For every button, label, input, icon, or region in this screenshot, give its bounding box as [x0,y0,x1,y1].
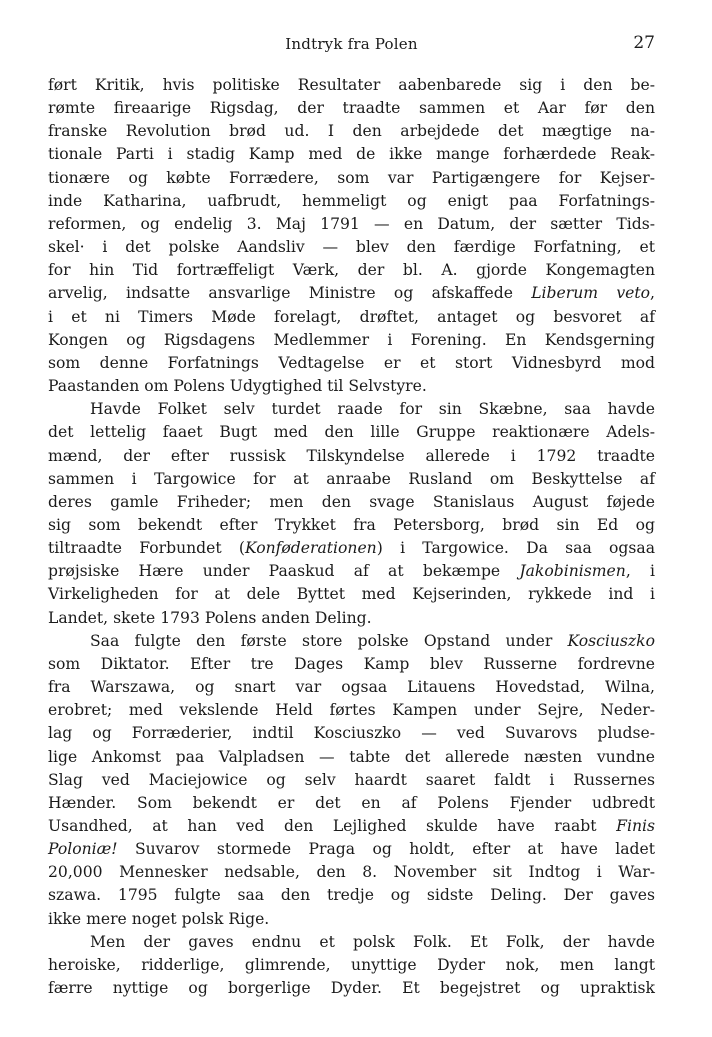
text-line [48,190,655,213]
text-segment: sammen i Targowice for at anraabe Rusland om Beskyttelse af [48,469,655,488]
text-segment: ikke mere noget polsk Rige. [48,909,270,928]
text-line [48,583,655,606]
text-segment: tiltraadte Forbundet ( [48,539,245,558]
text-segment: Havde Folket selv turdet raade for sin Skæbne, saa havde [90,400,655,419]
text-segment: prøjsiske Hære under Paaskud af at bekæmpe [48,562,520,581]
text-line [48,792,655,815]
text-line [48,421,655,444]
text-segment: reformen, og endelig 3. Maj 1791 — en Datum, der sætter Tids- [48,214,655,233]
text-line [48,445,655,468]
text-segment: deres gamle Friheder; men den svage Stanislaus August føjede [48,492,655,511]
text-line [48,514,655,537]
text-segment: lag og Forræderier, indtil Kosciuszko — ved Suvarovs pludse- [48,724,655,743]
text-segment: Hænder. Som bekendt er det en af Polens Fjender udbredt [48,793,655,812]
text-segment: lige Ankomst paa Valpladsen — tabte det allerede næsten vundne [48,747,655,766]
text-line [48,74,655,97]
text-segment: i et ni Timers Møde forelagt, drøftet, antaget og besvoret af [48,307,655,326]
text-line [48,954,655,977]
text-line [48,653,655,676]
text-line [48,977,655,1000]
text-segment: erobret; med vekslende Held førtes Kampen under Sejre, Neder- [48,701,655,720]
text-segment: Usandhed, at han ved den Lejlighed skulde have raabt [48,817,617,835]
text-line [48,375,655,398]
text-line [48,468,655,491]
text-line [48,167,655,190]
text-segment: sig som bekendt efter Trykket fra Petersborg, brød sin Ed og [48,515,655,534]
text-segment: arvelig, indsatte ansvarlige Ministre og afskaffede [48,284,532,303]
text-line [48,259,655,282]
text-line [48,861,655,884]
text-segment: , [650,284,655,303]
text-line [48,884,655,907]
italic-text: Kosciuszko [567,631,655,650]
text-segment: tionære og købte Forrædere, som var Partigængere for Kejser- [48,168,655,187]
text-line [48,282,655,305]
text-line [48,931,655,954]
text-line [48,97,655,120]
text-segment: szawa. 1795 fulgte saa den tredje og sidste Deling. Der gaves [48,886,655,905]
text-segment: fra Warszawa, og snart var ogsaa Litauens Hovedstad, Wilna, [48,678,655,697]
text-segment: færre nyttige og borgerlige Dyder. Et begejstret og upraktisk [48,979,655,998]
italic-text: Liberum veto [531,284,651,303]
text-segment: tionale Parti i stadig Kamp med de ikke mange forhærdede Reak- [48,145,655,164]
text-segment: det lettelig faaet Bugt med den lille Gruppe reaktionære Adels- [48,423,655,442]
text-segment: Landet, skete 1793 Polens anden Deling. [48,608,372,627]
text-segment: mænd, der efter russisk Tilskyndelse allerede i 1792 traadte [48,446,655,465]
text-line [48,908,655,931]
text-segment: skel· i det polske Aandsliv — blev den færdige Forfatning, et [48,238,655,257]
text-line [48,537,655,560]
text-segment: Saa fulgte den første store polske Opstand under [90,631,568,650]
page-number: 27 [633,33,655,53]
text-segment: inde Katharina, uafbrudt, hemmeligt og enigt paa Forfatnings- [48,191,655,210]
text-line [48,722,655,745]
text-segment: franske Revolution brød ud. I den arbejdede det mægtige na- [48,122,655,141]
text-segment: Kongen og Rigsdagens Medlemmer i Forening. En Kendsgerning [48,330,655,349]
text-segment: ) i Targowice. Da saa ogsaa [376,539,655,558]
text-segment: , i [625,562,655,581]
running-head [48,35,655,59]
text-segment: for hin Tid fortræffeligt Værk, der bl. A. gjorde Kongemagten [48,261,655,280]
text-line [48,398,655,421]
text-line [48,699,655,722]
text-segment: som denne Forfatnings Vedtagelse er et stort Vidnesbyrd mod [48,353,655,372]
italic-text: Jakobinismen [519,562,626,581]
italic-text: Poloniæ! [48,840,118,859]
text-line [48,815,655,838]
text-line [48,676,655,699]
text-segment: heroiske, ridderlige, glimrende, unyttige Dyder nok, men langt [48,955,655,974]
text-line [48,769,655,792]
text-segment: Men der gaves endnu et polsk Folk. Et Folk, der havde [90,932,655,951]
text-line [48,306,655,329]
italic-text: Konføderationen [244,539,377,558]
text-line [48,143,655,166]
text-segment: som Diktator. Efter tre Dages Kamp blev Russerne fordrevne [48,654,655,673]
text-segment: Suvarov stormede Praga og holdt, efter at have ladet [117,840,655,859]
text-segment: Paastanden om Polens Udygtighed til Selvstyre. [48,377,427,396]
text-segment: 20,000 Mennesker nedsable, den 8. November sit Indtog i War- [48,863,655,882]
text-line [48,236,655,259]
text-segment: rømte fireaarige Rigsdag, der traadte sammen et Aar før den [48,99,655,118]
body-text [48,74,655,1000]
text-segment: ført Kritik, hvis politiske Resultater aabenbarede sig i den be- [48,76,655,94]
text-line [48,352,655,375]
italic-text: Finis [616,817,655,835]
text-line [48,120,655,143]
text-segment: Slag ved Maciejowice og selv haardt saaret faldt i Russernes [48,770,655,789]
running-title: Indtryk fra Polen [285,35,418,53]
text-line [48,491,655,514]
text-line [48,838,655,861]
text-line [48,746,655,769]
text-line [48,630,655,653]
text-line [48,560,655,583]
text-line [48,213,655,236]
text-segment: Virkeligheden for at dele Byttet med Kejserinden, rykkede ind i [48,585,655,604]
text-line [48,329,655,352]
text-line [48,607,655,630]
